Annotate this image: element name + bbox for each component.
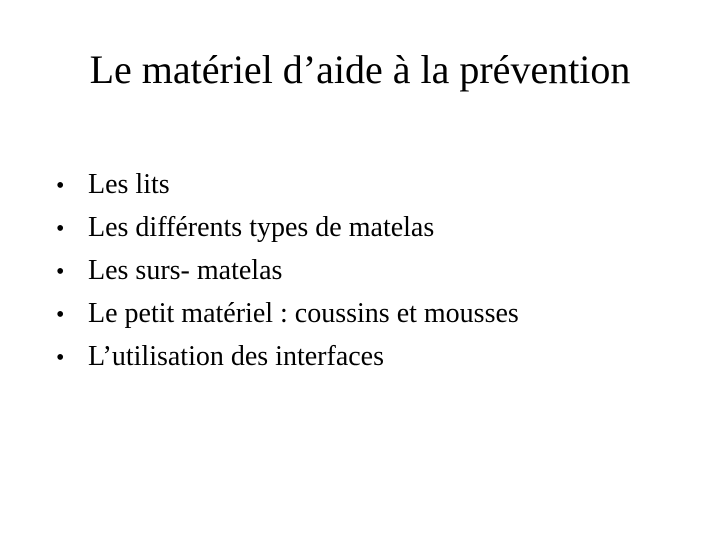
list-item <box>56 164 519 207</box>
list-item <box>56 250 519 293</box>
bullet-icon: • <box>56 302 65 328</box>
bullet-icon: • <box>56 216 65 242</box>
bullet-text: Le petit matériel : coussins et mousses <box>88 298 519 329</box>
bullet-text: Les surs- matelas <box>88 255 283 286</box>
bullet-icon: • <box>56 173 65 199</box>
list-item <box>56 207 519 250</box>
bullet-text: Les lits <box>88 169 170 200</box>
bullet-text: L’utilisation des interfaces <box>88 341 384 372</box>
slide-title: Le matériel d’aide à la prévention <box>89 47 631 92</box>
bullet-text: Les différents types de matelas <box>88 212 435 243</box>
bullet-icon: • <box>56 345 65 371</box>
bullet-icon: • <box>56 259 65 285</box>
list-item <box>56 293 519 336</box>
list-item <box>56 336 519 379</box>
bullet-list <box>56 164 519 379</box>
